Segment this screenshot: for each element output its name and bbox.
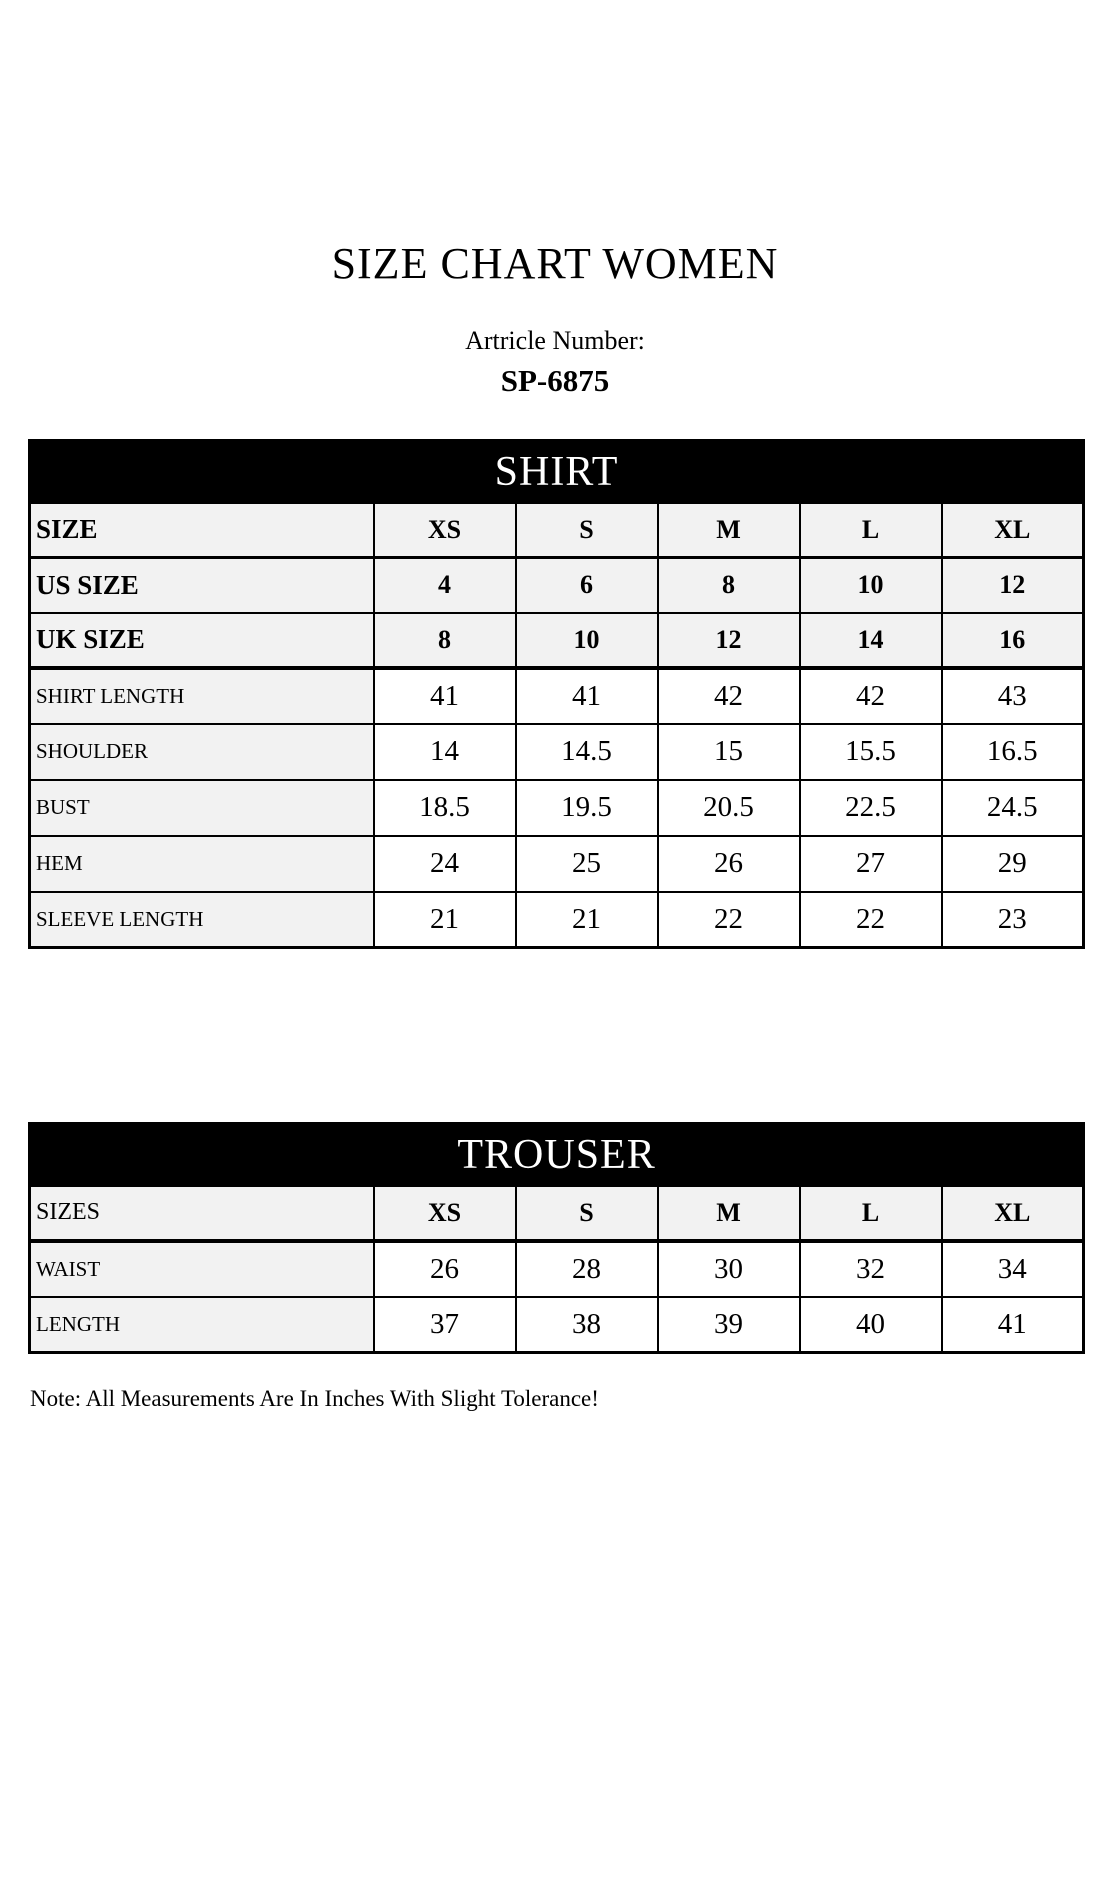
row-label: BUST [30, 780, 374, 836]
shirt-table-header-row [30, 441, 1084, 503]
value-cell: 12 [942, 558, 1084, 613]
shirt-row-uk-size [30, 613, 1084, 668]
shirt-row-shirt-length [30, 668, 1084, 724]
measurement-note: Note: All Measurements Are In Inches With Slight Tolerance! [30, 1386, 599, 1412]
row-label: WAIST [30, 1241, 374, 1297]
value-cell: 21 [374, 892, 516, 948]
shirt-row-us-size [30, 558, 1084, 613]
value-cell: 15 [658, 724, 800, 780]
value-cell: 18.5 [374, 780, 516, 836]
size-cell-xs: XS [374, 503, 516, 558]
row-label: HEM [30, 836, 374, 892]
value-cell: 29 [942, 836, 1084, 892]
value-cell: 21 [516, 892, 658, 948]
trouser-size-table [28, 1122, 1085, 1354]
article-number-label: Artricle Number: [465, 325, 645, 355]
value-cell: 19.5 [516, 780, 658, 836]
value-cell: 40 [800, 1297, 942, 1353]
value-cell: 22 [658, 892, 800, 948]
row-label: UK SIZE [30, 613, 374, 668]
row-label: SIZE [30, 503, 374, 558]
value-cell: 10 [800, 558, 942, 613]
value-cell: 34 [942, 1241, 1084, 1297]
value-cell: 30 [658, 1241, 800, 1297]
value-cell: 39 [658, 1297, 800, 1353]
trouser-table-title: TROUSER [30, 1124, 1084, 1186]
value-cell: 38 [516, 1297, 658, 1353]
shirt-size-table [28, 439, 1085, 949]
value-cell: 12 [658, 613, 800, 668]
row-label: LENGTH [30, 1297, 374, 1353]
size-cell-m: M [658, 1186, 800, 1241]
shirt-row-size [30, 503, 1084, 558]
value-cell: 20.5 [658, 780, 800, 836]
value-cell: 32 [800, 1241, 942, 1297]
value-cell: 41 [374, 668, 516, 724]
size-cell-xs: XS [374, 1186, 516, 1241]
value-cell: 26 [374, 1241, 516, 1297]
value-cell: 14 [374, 724, 516, 780]
row-label: SLEEVE LENGTH [30, 892, 374, 948]
value-cell: 23 [942, 892, 1084, 948]
value-cell: 28 [516, 1241, 658, 1297]
size-chart-page [0, 238, 1110, 1903]
row-label: US SIZE [30, 558, 374, 613]
trouser-table-header-row [30, 1124, 1084, 1186]
size-cell-l: L [800, 503, 942, 558]
value-cell: 42 [658, 668, 800, 724]
value-cell: 14.5 [516, 724, 658, 780]
value-cell: 22 [800, 892, 942, 948]
value-cell: 27 [800, 836, 942, 892]
trouser-row-length [30, 1297, 1084, 1353]
value-cell: 24.5 [942, 780, 1084, 836]
value-cell: 25 [516, 836, 658, 892]
trouser-row-waist [30, 1241, 1084, 1297]
value-cell: 37 [374, 1297, 516, 1353]
value-cell: 15.5 [800, 724, 942, 780]
size-cell-m: M [658, 503, 800, 558]
value-cell: 22.5 [800, 780, 942, 836]
value-cell: 16.5 [942, 724, 1084, 780]
size-cell-s: S [516, 503, 658, 558]
size-cell-xl: XL [942, 1186, 1084, 1241]
value-cell: 16 [942, 613, 1084, 668]
shirt-table-title: SHIRT [30, 441, 1084, 503]
value-cell: 41 [942, 1297, 1084, 1353]
value-cell: 14 [800, 613, 942, 668]
value-cell: 8 [374, 613, 516, 668]
value-cell: 8 [658, 558, 800, 613]
shirt-row-shoulder [30, 724, 1084, 780]
value-cell: 4 [374, 558, 516, 613]
shirt-row-bust [30, 780, 1084, 836]
value-cell: 10 [516, 613, 658, 668]
row-label: SHIRT LENGTH [30, 668, 374, 724]
article-number-value: SP-6875 [500, 362, 610, 398]
value-cell: 41 [516, 668, 658, 724]
value-cell: 26 [658, 836, 800, 892]
size-cell-l: L [800, 1186, 942, 1241]
row-label: SIZES [30, 1186, 374, 1241]
size-cell-s: S [516, 1186, 658, 1241]
value-cell: 6 [516, 558, 658, 613]
page-title: SIZE CHART WOMEN [331, 239, 779, 288]
value-cell: 24 [374, 836, 516, 892]
value-cell: 42 [800, 668, 942, 724]
shirt-row-hem [30, 836, 1084, 892]
trouser-row-sizes [30, 1186, 1084, 1241]
shirt-row-sleeve-length [30, 892, 1084, 948]
row-label: SHOULDER [30, 724, 374, 780]
value-cell: 43 [942, 668, 1084, 724]
size-cell-xl: XL [942, 503, 1084, 558]
